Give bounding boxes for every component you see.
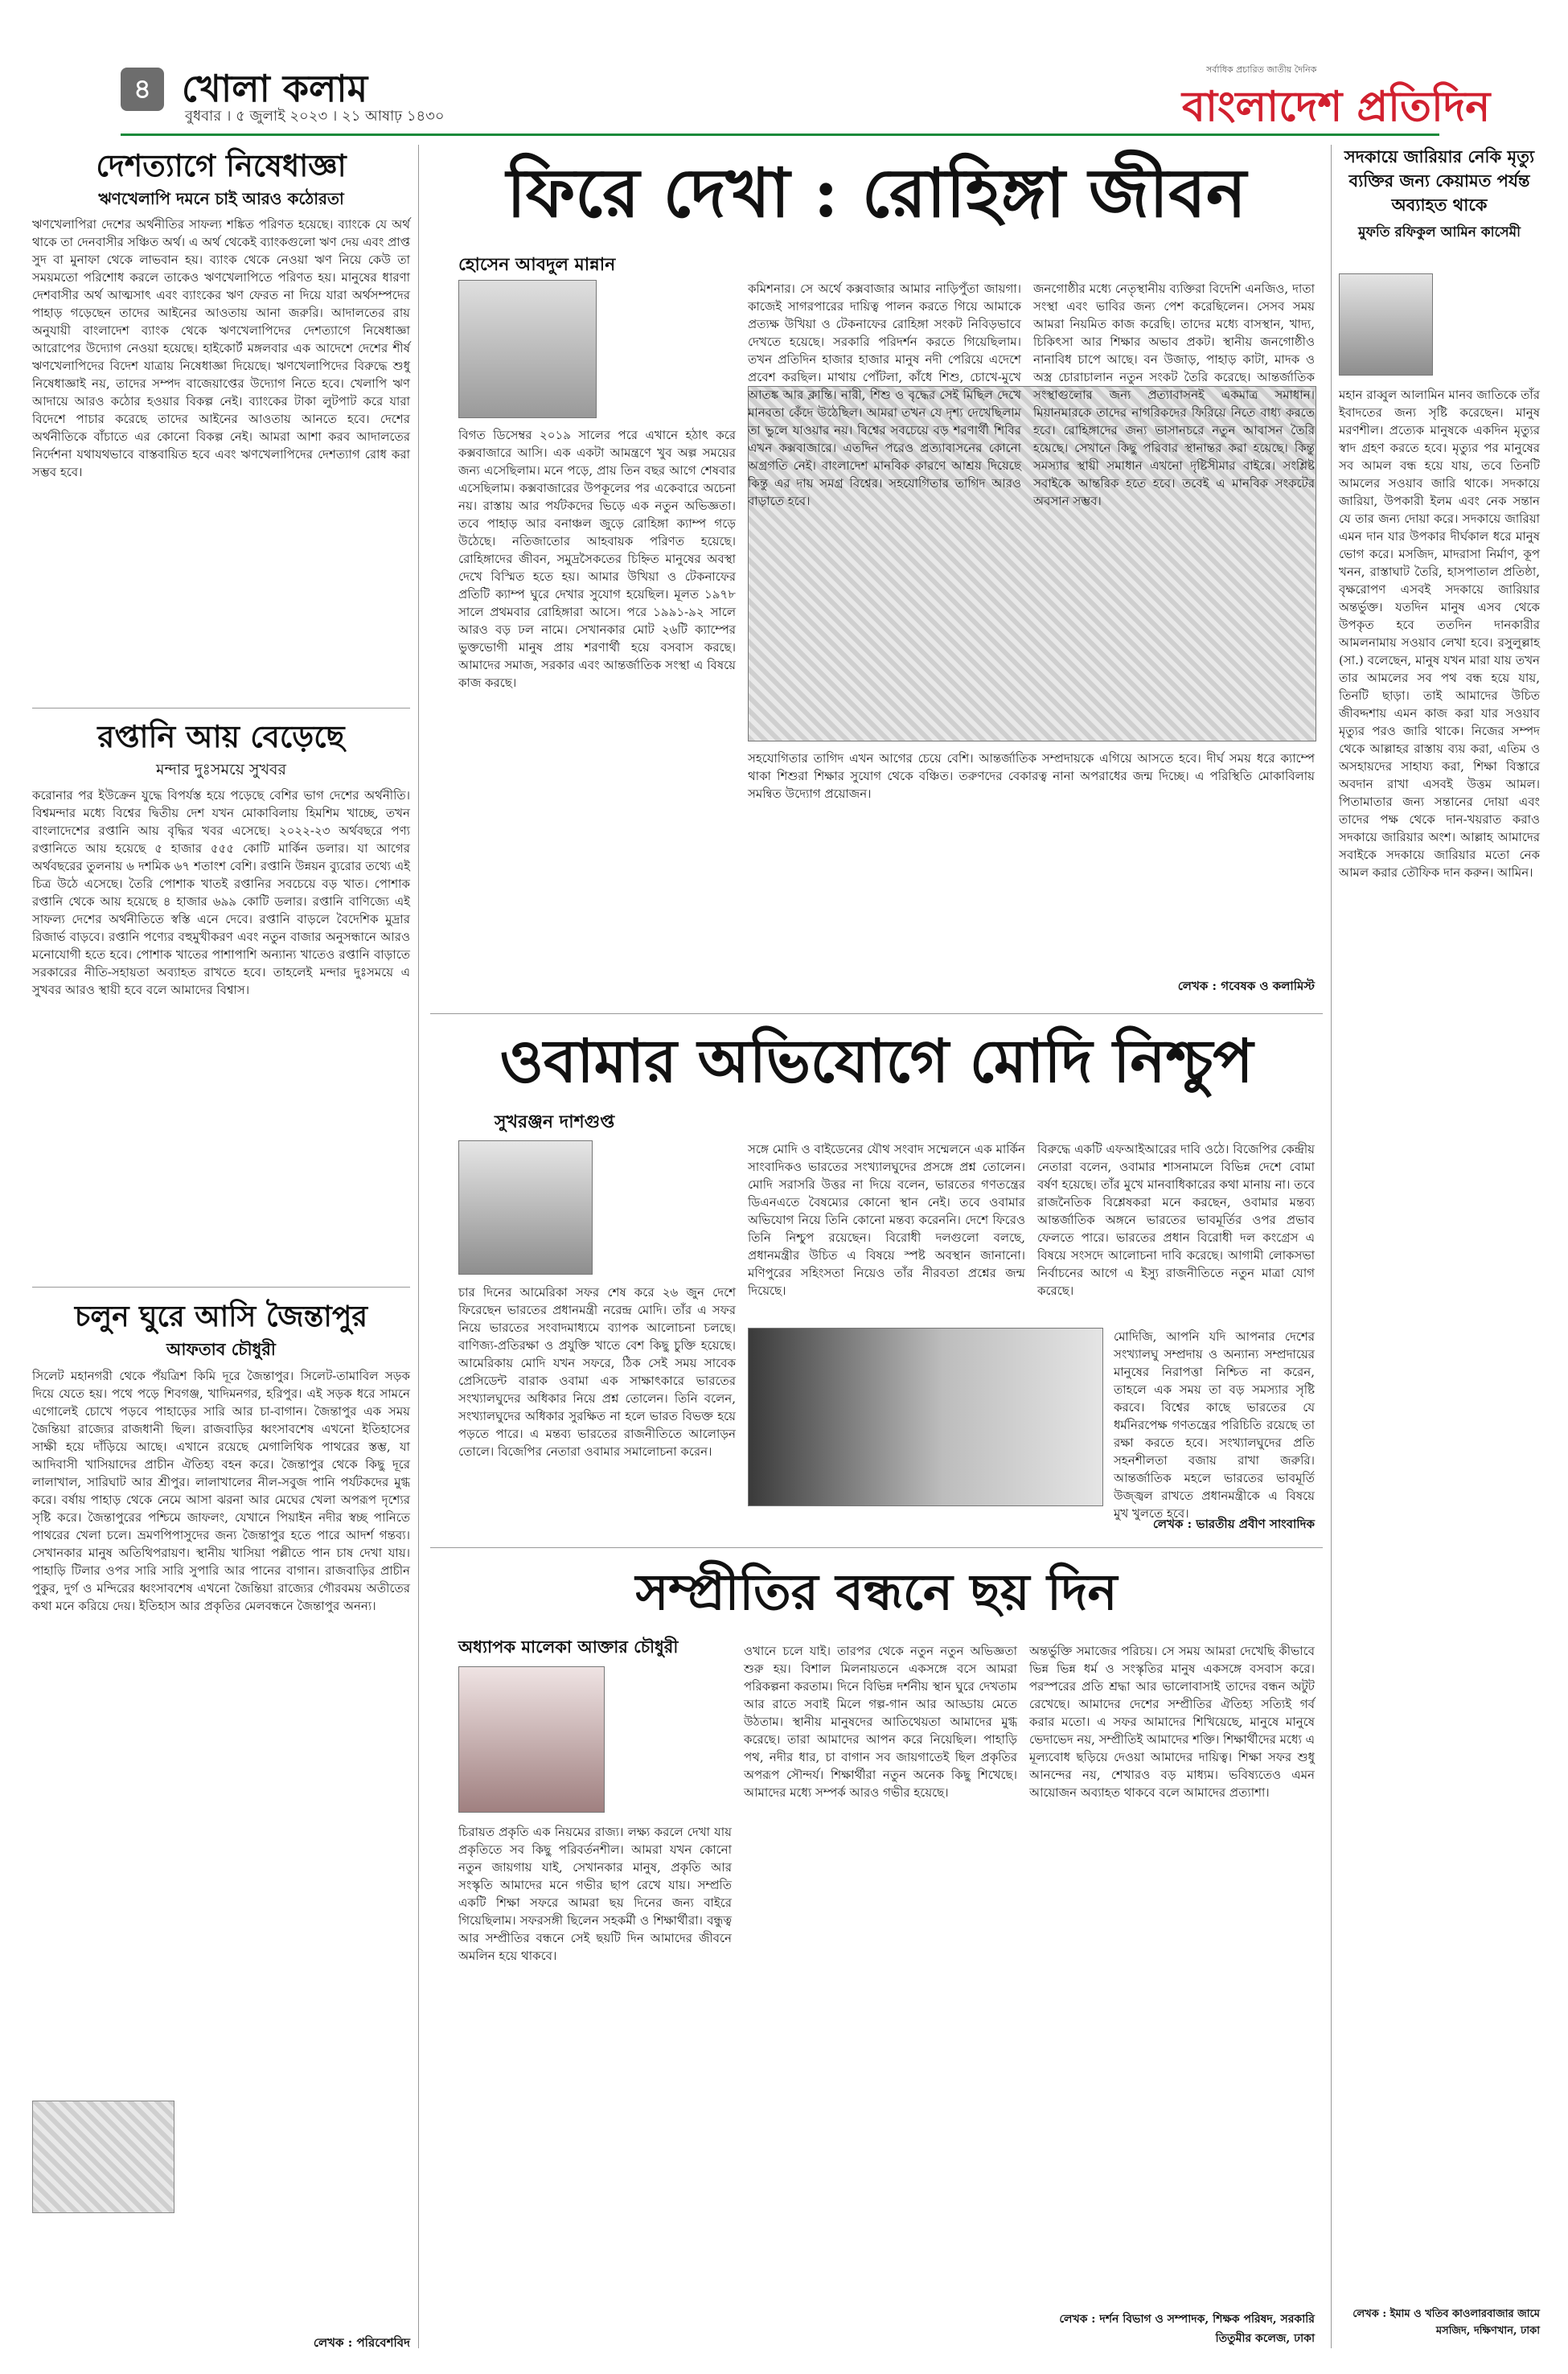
jaintapur-photo: [32, 2101, 174, 2213]
author-note: লেখক : ইমাম ও খতিব কাওলারবাজার জামে মসজিদ, দক্ষিণখান, ঢাকা: [1353, 2308, 1540, 2337]
article-subtitle: মন্দার দুঃসময়ে সুখবর: [156, 761, 286, 778]
column-divider: [1331, 145, 1332, 2348]
section-divider: [32, 708, 410, 709]
article-author: হোসেন আবদুল মান্নান: [458, 254, 616, 275]
author-photo: [458, 280, 597, 418]
article-body: ওখানে চলে যাই। তারপর থেকে নতুন নতুন অভিজ্ঞতা শুরু হয়। বিশাল মিলনায়তনে একসঙ্গে বসে আমরা পরিকল্পনা করতাম। দিনে বিভিন্ন দর্শনীয় স্থান ঘুরে দেখতাম আর রাতে সবাই মিলে গল্প-গান আর আড্ডায় মেতে উঠতাম। স্থানীয় মানুষদের আতিথেয়তা আমাদের মুগ্ধ করেছে। তারা আমাদের আপন করে নিয়েছিল। পাহাড়ি পথ, নদীর ধার, চা বাগান সব জায়গাতেই ছিল প্রকৃতির অপরূপ সৌন্দর্য। শিক্ষার্থীরা নতুন অনেক কিছু শিখেছে। আমাদের মধ্যে সম্পর্ক আরও গভীর হয়েছে।: [744, 1644, 1017, 1800]
article-title: ফিরে দেখা : রোহিঙ্গা জীবন: [506, 153, 1247, 232]
brand-logo: বাংলাদেশ প্রতিদিন: [1182, 82, 1491, 131]
column-divider: [418, 145, 419, 2348]
article-body: সঙ্গে মোদি ও বাইডেনের যৌথ সংবাদ সম্মেলনে এক মার্কিন সাংবাদিকও ভারতের সংখ্যালঘুদের প্রসঙ্গে প্রশ্ন তোলেন। মোদি সরাসরি উত্তর না দিয়ে বলেন, ভারতের গণতন্ত্রের ডিএনএতে বৈষম্যের কোনো স্থান নেই। তবে ওবামার অভিযোগ নিয়ে তিনি কোনো মন্তব্য করেননি। দেশে ফিরেও তিনি নিশ্চুপ রয়েছেন। বিরোধী দলগুলো বলছে, প্রধানমন্ত্রীর উচিত এ বিষয়ে স্পষ্ট অবস্থান জানানো। মণিপুরের সহিংসতা নিয়েও তাঁর নীরবতা প্রশ্নের জন্ম দিয়েছে।: [748, 1142, 1025, 1298]
article-body: সহযোগিতার তাগিদ এখন আগের চেয়ে বেশি। আন্তর্জাতিক সম্প্রদায়কে এগিয়ে আসতে হবে। দীর্ঘ সময় ধরে ক্যাম্পে থাকা শিশুরা শিক্ষার সুযোগ থেকে বঞ্চিত। তরুণদের বেকারত্ব নানা অপরাধের জন্ম দিচ্ছে। এ পরিস্থিতি মোকাবিলায় সমন্বিত উদ্যোগ প্রয়োজন।: [748, 751, 1315, 801]
article-author: আফতাব চৌধুরী: [166, 1339, 276, 1359]
article-sadaka: [1339, 145, 1540, 2348]
article-body: চার দিনের আমেরিকা সফর শেষ করে ২৬ জুন দেশে ফিরেছেন ভারতের প্রধানমন্ত্রী নরেন্দ্র মোদি। তাঁর এ সফর নিয়ে ভারতের সংবাদমাধ্যমে ব্যাপক আলোচনা চলছে। বাণিজ্য-প্রতিরক্ষা ও প্রযুক্তি খাতে বেশ কিছু চুক্তি হয়েছে। আমেরিকায় মোদি যখন সফরে, ঠিক সেই সময় সাবেক প্রেসিডেন্ট বারাক ওবামা এক সাক্ষাৎকারে ভারতের সংখ্যালঘুদের অধিকার নিয়ে প্রশ্ন তোলেন। তিনি বলেন, সংখ্যালঘুদের অধিকার সুরক্ষিত না হলে ভারত বিভক্ত হয়ে পড়তে পারে। এ মন্তব্য ভারতের রাজনীতিতে আলোড়ন তোলে। বিজেপির নেতারা ওবামার সমালোচনা করেন।: [458, 1285, 736, 1459]
article-body: ঋণখেলাপিরা দেশের অর্থনীতির সাফল্য শঙ্কিত পরিণত হয়েছে। ব্যাংকে যে অর্থ থাকে তা দেনবাসীর সঞ্চিত অর্থ। এ অর্থ থেকেই ব্যাংকগুলো ঋণ দেয় এবং প্রাপ্ত সুদ বা মুনাফা থেকে লাভবান হয়। ব্যাংক থেকে নেওয়া ঋণ নিয়ে কেউ তা সময়মতো পরিশোধ করলে তাকেও ঋণখেলাপিতে পরিণত হয়। মানুষের ধারণা দেশবাসীর অর্থ আত্মসাৎ এবং ব্যাংকের ঋণ ফেরত না দিয়ে যারা অর্থসম্পদের পাহাড় গড়েছেন তাদের আইনের আওতায় আনা জরুরি। আদালতের রায় অনুযায়ী বাংলাদেশ ব্যাংক থেকে ঋণখেলাপিদের দেশত্যাগে নিষেধাজ্ঞা আরোপের উদ্যোগ নেওয়া হয়েছে। হাইকোর্ট মঙ্গলবার এক আদেশে দেশের শীর্ষ ঋণখেলাপিদের বিদেশ যাত্রায় নিষেধাজ্ঞা দিয়েছে। ঋণখেলাপিদের বিরুদ্ধে শুধু নিষেধাজ্ঞাই নয়, তাদের সম্পদ বাজেয়াপ্তের উদ্যোগ নিতে হবে। খেলাপি ঋণ আদায়ে আরও কঠোর হওয়ার বিকল্প নেই। ব্যাংকের টাকা লুটপাট করে যারা বিদেশে পাচার করেছে তাদের আইনের আওতায় আনতে হবে। দেশের অর্থনীতিকে বাঁচাতে এর কোনো বিকল্প নেই। আমরা আশা করব আদালতের নির্দেশনা যথাযথভাবে বাস্তবায়িত হবে এবং ঋণখেলাপিদের দেশত্যাগ রোধ করা সম্ভব হবে।: [32, 217, 410, 479]
article-title: সদকায়ে জারিয়ার নেকি মৃত্যু ব্যক্তির জন্য কেয়ামত পর্যন্ত অব্যাহত থাকে: [1344, 146, 1535, 215]
article-body: কমিশনার। সে অর্থে কক্সবাজার আমার নাড়িপুঁতা জায়গা। কাজেই সাগরপারের দায়িত্ব পালন করতে গিয়ে আমাকে প্রত্যক্ষ উখিয়া ও টেকনাফের রোহিঙ্গা সংকট নিবিড়ভাবে দেখতে হয়েছে। সরকারি পরিদর্শন করতে গিয়েছিলাম। তখন প্রতিদিন হাজার হাজার মানুষ নদী পেরিয়ে এদেশে প্রবেশ করছিল। মাথায় পোঁটলা, কাঁধে শিশু, চোখে-মুখে আতঙ্ক আর ক্লান্তি। নারী, শিশু ও বৃদ্ধের সেই মিছিল দেখে মানবতা কেঁদে উঠেছিল। আমরা তখন যে দৃশ্য দেখেছিলাম তা ভুলে যাওয়ার নয়। বিশ্বের সবচেয়ে বড় শরণার্থী শিবির এখন কক্সবাজারে। এতদিন পরেও প্রত্যাবাসনের কোনো অগ্রগতি নেই। বাংলাদেশ মানবিক কারণে আশ্রয় দিয়েছে কিন্তু এর দায় সমগ্র বিশ্বের। সহযোগিতার তাগিদ আরও বাড়াতে হবে।: [748, 281, 1021, 508]
article-export: [32, 716, 410, 1282]
article-obama-modi: [430, 1018, 1323, 1541]
article-author: মুফতি রফিকুল আমিন কাসেমী: [1358, 224, 1521, 240]
article-body: অন্তর্ভুক্তি সমাজের পরিচয়। সে সময় আমরা দেখেছি কীভাবে ভিন্ন ভিন্ন ধর্ম ও সংস্কৃতির মানুষ একসঙ্গে বসবাস করে। পরস্পরের প্রতি শ্রদ্ধা আর ভালোবাসাই তাদের বন্ধন অটুট রেখেছে। আমাদের দেশের সম্প্রীতির ঐতিহ্য সত্যিই গর্ব করার মতো। এ সফর আমাদের শিখিয়েছে, মানুষে মানুষে ভেদাভেদ নয়, সম্প্রীতিই আমাদের শক্তি। শিক্ষার্থীদের মধ্যে এ মূল্যবোধ ছড়িয়ে দেওয়া আমাদের দায়িত্ব। শিক্ষা সফর শুধু আনন্দের নয়, শেখারও বড় মাধ্যম। ভবিষ্যতেও এমন আয়োজন অব্যাহত থাকবে বলে আমাদের প্রত্যাশা।: [1029, 1644, 1315, 1800]
section-divider: [430, 1547, 1323, 1548]
article-subtitle: ঋণখেলাপি দমনে চাই আরও কঠোরতা: [98, 189, 344, 208]
masthead-rule: [121, 133, 1439, 136]
article-body: বিরুদ্ধে একটি এফআইআরের দাবি ওঠে। বিজেপির কেন্দ্রীয় নেতারা বলেন, ওবামার শাসনামলে বিভিন্ন দেশে বোমা বর্ষণ হয়েছে। তাঁর মুখে মানবাধিকারের কথা মানায় না। তবে রাজনৈতিক বিশ্লেষকরা মনে করছেন, ওবামার মন্তব্য আন্তর্জাতিক অঙ্গনে ভারতের ভাবমূর্তির ওপর প্রভাব ফেলতে পারে। ভারতের প্রধান বিরোধী দল কংগ্রেস এ বিষয়ে সংসদে আলোচনা দাবি করেছে। আগামী লোকসভা নির্বাচনের আগে এ ইস্যু রাজনীতিতে নতুন মাত্রা যোগ করেছে।: [1037, 1142, 1315, 1298]
article-body: করোনার পর ইউক্রেন যুদ্ধে বিপর্যস্ত হয়ে পড়েছে বেশির ভাগ দেশের অর্থনীতি। বিশ্বমন্দার মধ্যে বিশ্বের দ্বিতীয় দেশ যখন মোকাবিলায় হিমশিম খাচ্ছে, তখন বাংলাদেশের রপ্তানি আয় বৃদ্ধির খবর এসেছে। ২০২২-২৩ অর্থবছরে পণ্য রপ্তানিতে আয় হয়েছে ৫ হাজার ৫৫৫ কোটি মার্কিন ডলার। যা আগের অর্থবছরের তুলনায় ৬ দশমিক ৬৭ শতাংশ বেশি। রপ্তানি উন্নয়ন ব্যুরোর তথ্যে এই চিত্র উঠে এসেছে। তৈরি পোশাক খাতই রপ্তানির সবচেয়ে বড় খাত। পোশাক রপ্তানি থেকে আয় হয়েছে ৪ হাজার ৬৯৯ কোটি ডলার। রপ্তানি বাণিজ্যে এই সাফল্য দেশের অর্থনীতিতে স্বস্তি এনে দেবে। রপ্তানি বাড়লে বৈদেশিক মুদ্রার রিজার্ভ বাড়বে। রপ্তানি পণ্যের বহুমুখীকরণ এবং নতুন বাজার অনুসন্ধানে আরও মনোযোগী হতে হবে। পোশাক খাতের পাশাপাশি অন্যান্য খাতেও রপ্তানি বাড়াতে সরকারের নীতি-সহায়তা অব্যাহত রাখতে হবে। তাহলেই মন্দার দুঃসময়ে এ সুখবর আরও স্থায়ী হবে বলে আমাদের বিশ্বাস।: [32, 788, 410, 997]
section-divider: [430, 1013, 1323, 1014]
article-body: সিলেট মহানগরী থেকে পঁয়ত্রিশ কিমি দূরে জৈন্তাপুর। সিলেট-তামাবিল সড়ক দিয়ে যেতে হয়। পথে পড়ে শিবগঞ্জ, খাদিমনগর, হরিপুর। এই সড়ক ধরে সামনে এগোলেই চোখে পড়বে পাহাড়ের সারি আর চা-বাগান। জৈন্তাপুর এক সময় জৈন্তিয়া রাজ্যের রাজধানী ছিল। রাজবাড়ির ধ্বংসাবশেষ এখনো ইতিহাসের সাক্ষী হয়ে দাঁড়িয়ে আছে। এখানে রয়েছে মেগালিথিক পাথরের স্তম্ভ, যা আদিবাসী খাসিয়াদের প্রাচীন ঐতিহ্য বহন করে। জৈন্তাপুর থেকে কিছু দূরে লালাখাল, সারিঘাট আর শ্রীপুর। লালাখালের নীল-সবুজ পানি পর্যটকদের মুগ্ধ করে। বর্ষায় পাহাড় থেকে নেমে আসা ঝরনা আর মেঘের খেলা অপরূপ দৃশ্যের সৃষ্টি করে। জৈন্তাপুরের পশ্চিমে জাফলং, যেখানে পিয়াইন নদীর স্বচ্ছ পানিতে পাথরের খেলা চলে। ভ্রমণপিপাসুদের জন্য জৈন্তাপুর হতে পারে আদর্শ গন্তব্য। সেখানকার মানুষ অতিথিপরায়ণ। স্থানীয় খাসিয়া পল্লীতে পান চাষ দেখা যায়। পাহাড়ি টিলার ওপর সারি সারি সুপারি আর পানের বাগান। রাজবাড়ির প্রাচীন পুকুর, দুর্গ ও মন্দিরের ধ্বংসাবশেষ এখনো জৈন্তিয়া রাজ্যের গৌরবময় অতীতের কথা মনে করিয়ে দেয়। ইতিহাস আর প্রকৃতির মেলবন্ধনে জৈন্তাপুর অনন্য।: [32, 1369, 410, 1613]
article-title: ওবামার অভিযোগে মোদি নিশ্চুপ: [499, 1027, 1254, 1096]
article-title: সম্প্রীতির বন্ধনে ছয় দিন: [635, 1563, 1118, 1621]
article-body: জনগোষ্ঠীর মধ্যে নেতৃস্থানীয় ব্যক্তিরা বিদেশি এনজিও, দাতা সংস্থা এবং ভাবির জন্য পেশ করেছিলেন। সেসব সময় আমরা নিয়মিত কাজ করেছি। তাদের মধ্যে বাসস্থান, খাদ্য, চিকিৎসা আর শিক্ষার অভাব প্রকট। স্থানীয় জনগোষ্ঠীও নানাবিধ চাপে আছে। বন উজাড়, পাহাড় কাটা, মাদক ও অস্ত্র চোরাচালান নতুন সংকট তৈরি করেছে। আন্তর্জাতিক সংস্থাগুলোর জন্য প্রত্যাবাসনই একমাত্র সমাধান। মিয়ানমারকে তাদের নাগরিকদের ফিরিয়ে নিতে বাধ্য করতে হবে। রোহিঙ্গাদের জন্য ভাসানচরে নতুন আবাসন তৈরি হয়েছে। সেখানে কিছু পরিবার স্থানান্তর করা হয়েছে। কিন্তু সমস্যার স্থায়ী সমাধান এখনো দৃষ্টিসীমার বাইরে। সংশ্লিষ্ট সবাইকে আন্তরিক হতে হবে। তবেই এ মানবিক সংকটের অবসান সম্ভব।: [1033, 281, 1315, 508]
obama-modi-photo: [748, 1328, 1103, 1506]
article-body: মোদিজি, আপনি যদি আপনার দেশের সংখ্যালঘু সম্প্রদায় ও অন্যান্য সম্প্রদায়ের মানুষের নিরাপত্তা নিশ্চিত না করেন, তাহলে এক সময় তা বড় সমস্যার সৃষ্টি করবে। বিশ্বের কাছে ভারতের যে ধর্মনিরপেক্ষ গণতন্ত্রের পরিচিতি রয়েছে তা রক্ষা করতে হবে। সংখ্যালঘুদের প্রতি সহনশীলতা বজায় রাখা জরুরি। আন্তর্জাতিক মহলে ভারতের ভাবমূর্তি উজ্জ্বল রাখতে প্রধানমন্ত্রীকে এ বিষয়ে মুখ খুলতে হবে।: [1114, 1329, 1315, 1521]
author-note: লেখক : ভারতীয় প্রবীণ সাংবাদিক: [1152, 1517, 1315, 1531]
article-title: চলুন ঘুরে আসি জৈন্তাপুর: [74, 1300, 368, 1333]
article-rohingya: [430, 145, 1323, 1005]
article-sompriti: [430, 1554, 1323, 2350]
article-title: দেশত্যাগে নিষেধাজ্ঞা: [96, 147, 347, 183]
article-jaintapur: [32, 1296, 410, 2350]
author-note: লেখক : দর্শন বিভাগ ও সম্পাদক, শিক্ষক পরিষদ, সরকারি তিতুমীর কলেজ, ঢাকা: [1059, 2313, 1315, 2345]
author-note: লেখক : গবেষক ও কলামিস্ট: [1177, 979, 1315, 993]
brand-tagline: সর্বাধিক প্রচারিত জাতীয় দৈনিক: [1206, 64, 1317, 75]
article-author: সুখরঞ্জন দাশগুপ্ত: [495, 1111, 615, 1132]
article-deshtyag: [32, 145, 410, 693]
section-divider: [32, 1287, 410, 1288]
page-number-badge: ৪: [121, 68, 164, 111]
author-photo: [1339, 273, 1433, 376]
author-photo: [458, 1666, 605, 1813]
article-title: রপ্তানি আয় বেড়েছে: [97, 718, 345, 754]
article-body: চিরায়ত প্রকৃতি এক নিয়মের রাজ্য। লক্ষ্য করলে দেখা যায় প্রকৃতিতে সব কিছু পরিবর্তনশীল। আমরা যখন কোনো নতুন জায়গায় যাই, সেখানকার মানুষ, প্রকৃতি আর সংস্কৃতি আমাদের মনে গভীর ছাপ রেখে যায়। সম্প্রতি একটি শিক্ষা সফরে আমরা ছয় দিনের জন্য বাইরে গিয়েছিলাম। সফরসঙ্গী ছিলেন সহকর্মী ও শিক্ষার্থীরা। বন্ধুত্ব আর সম্প্রীতির বন্ধনে সেই ছয়টি দিন আমাদের জীবনে অমলিন হয়ে থাকবে।: [458, 1825, 732, 1963]
article-body: মহান রাব্বুল আলামিন মানব জাতিকে তাঁর ইবাদতের জন্য সৃষ্টি করেছেন। মানুষ মরণশীল। প্রত্যেক মানুষকে একদিন মৃত্যুর স্বাদ গ্রহণ করতে হবে। মৃত্যুর পর মানুষের সব আমল বন্ধ হয়ে যায়, তবে তিনটি আমলের সওয়াব জারি থাকে। সদকায়ে জারিয়া, উপকারী ইলম এবং নেক সন্তান যে তার জন্য দোয়া করে। সদকায়ে জারিয়া এমন দান যার উপকার দীর্ঘকাল ধরে মানুষ ভোগ করে। মসজিদ, মাদরাসা নির্মাণ, কূপ খনন, রাস্তাঘাট তৈরি, হাসপাতাল প্রতিষ্ঠা, বৃক্ষরোপণ এসবই সদকায়ে জারিয়ার অন্তর্ভুক্ত। যতদিন মানুষ এসব থেকে উপকৃত হবে ততদিন দানকারীর আমলনামায় সওয়াব লেখা হবে। রসুলুল্লাহ (সা.) বলেছেন, মানুষ যখন মারা যায় তখন তার আমলের সব পথ বন্ধ হয়ে যায়, তিনটি ছাড়া। তাই আমাদের উচিত জীবদ্দশায় এমন কাজ করা যার সওয়াব মৃত্যুর পরও জারি থাকে। নিজের সম্পদ থেকে আল্লাহর রাস্তায় ব্যয় করা, এতিম ও অসহায়দের সাহায্য করা, শিক্ষা বিস্তারে অবদান রাখা এসবই উত্তম আমল। পিতামাতার জন্য সন্তানের দোয়া এবং তাদের পক্ষ থেকে দান-খয়রাত করাও সদকায়ে জারিয়ার অংশ। আল্লাহ আমাদের সবাইকে সদকায়ে জারিয়ার মতো নেক আমল করার তৌফিক দান করুন। আমিন।: [1339, 388, 1540, 880]
article-author: অধ্যাপক মালেকা আক্তার চৌধুরী: [458, 1637, 679, 1657]
author-note: লেখক : পরিবেশবিদ: [313, 2335, 410, 2350]
section-name: খোলা কলাম: [182, 67, 368, 110]
issue-date: বুধবার । ৫ জুলাই ২০২৩ । ২১ আষাঢ় ১৪৩০: [185, 108, 445, 125]
author-photo: [458, 1140, 593, 1275]
masthead: [0, 0, 1568, 137]
article-body: বিগত ডিসেম্বর ২০১৯ সালের পরে এখানে হঠাৎ করে কক্সবাজারে আসি। এক একটা আমন্ত্রণে খুব অল্প সময়ের জন্য এসেছিলাম। মনে পড়ে, প্রায় তিন বছর আগে শেষবার এসেছিলাম। কক্সবাজারের উপকূলের পর একেবারে অচেনা নয়। রাস্তায় আর পর্যটকদের ভিড়ে এক নতুন অভিজ্ঞতা। তবে পাহাড় আর বনাঞ্চল জুড়ে রোহিঙ্গা ক্যাম্প গড়ে উঠেছে। নতিজাতোর আহবায়ক পরিণত হয়েছে। রোহিঙ্গাদের জীবন, সমুদ্রসৈকতের চিহ্নিত মানুষের অবস্থা দেখে বিস্মিত হতে হয়। আমার উখিয়া ও টেকনাফের প্রতিটি ক্যাম্প ঘুরে দেখার সুযোগ হয়েছিল। মূলত ১৯৭৮ সালে প্রথমবার রোহিঙ্গারা আসে। পরে ১৯৯১-৯২ সালে আরও বড় ঢল নামে। সেখানকার মোট ২৬টি ক্যাম্পের ভুক্তভোগী মানুষ প্রায় শরণার্থী হয়ে বসবাস করছে। আমাদের সমাজ, সরকার এবং আন্তর্জাতিক সংস্থা এ বিষয়ে কাজ করছে।: [458, 428, 736, 690]
